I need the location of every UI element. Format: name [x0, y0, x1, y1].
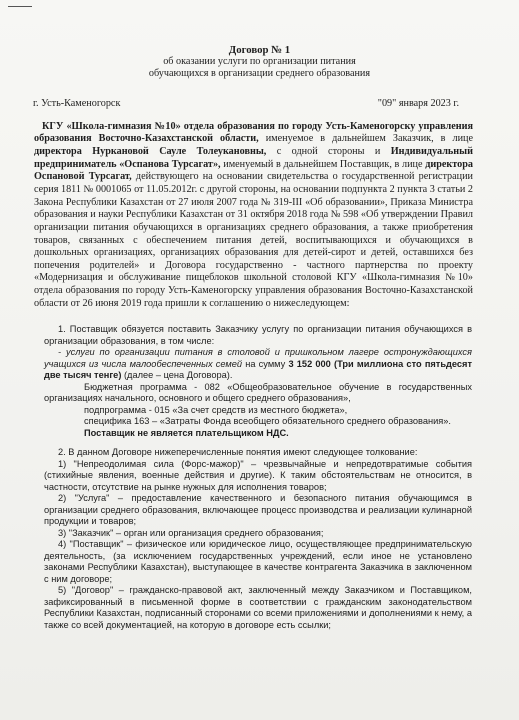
vat-status-text: Поставщик не является плательщиком НДС.: [84, 427, 289, 438]
service-description: - услуги по организации питания в столовой и пришкольном лагере остронуждающихся учащихся из числа малообеспеченных семей: [44, 347, 472, 369]
preamble-text: действующего на основании свидетельства о государственной регистрации серия 1811 № 0001065 от 11.05.2012г. с другой стороны, на основании подпункта 2 пункта 3 статьи 2 Закона Республики Казахстан от 27 июля 2007 года № 319-III «Об образовании», Приказа Министра образования и науки Республики Казахстан от 31 октября 2018 года № 598 «Об утверждении Правил организации питания обучающихся в организациях среднего образования, а также приобретения товаров, связанных с обеспечением питания детей, воспитывающихся и обучающихся в дошкольных организациях, организациях образования для детей-сирот и детей, оставшихся без попечения родителей» и Договора государственно - частного партнерства по проекту «Модернизация и обслуживание пищеблоков школьной столовой КГУ «Школа-гимназия №10» отдела образования по городу Усть-Каменогорску управления образования Восточно-Казахстанской области от 26 июня 2019 года пришли к соглашению о нижеследующем:: [34, 171, 473, 309]
definition-item: 3) "Заказчик" – орган или организация среднего образования;: [58, 527, 324, 538]
scan-edge-mark: [8, 6, 32, 7]
budget-specifics: специфика 163 – «Затраты Фонда всеобщего обязательного среднего образования».: [84, 416, 451, 427]
preamble-text: именуемый в дальнейшем Поставщик, в лице: [220, 158, 426, 170]
section-2: [44, 447, 472, 631]
preamble-paragraph: [34, 121, 473, 311]
document-subtitle-line2: обучающихся в организации среднего образования: [148, 68, 371, 80]
section-1-service-item: [44, 347, 472, 382]
contract-place: г. Усть-Каменогорск: [33, 97, 121, 109]
preamble-text: именуемое в дальнейшем Заказчик, в лице: [258, 133, 473, 145]
service-sum-tail: (далее – цена Договора).: [121, 370, 233, 381]
section-1: [44, 324, 472, 439]
document-subtitle-line1: об оказании услуги по организации питания: [163, 56, 356, 68]
contract-date: "09" января 2023 г.: [377, 97, 459, 109]
customer-name: КГУ «Школа-гимназия №10» отдела образования по городу Усть-Каменогорску управления образования Восточно-Казахстанской области,: [34, 120, 473, 145]
preamble-text: с одной стороны и: [266, 145, 391, 157]
budget-subprogram: подпрограмма - 015 «За счет средств из местного бюджета»,: [84, 404, 348, 415]
supplier-name: Индивидуальный предприниматель «Оспанова Турсагат»,: [34, 145, 473, 170]
customer-director: директора Нуркановой Сауле Толеукановны,: [34, 145, 267, 157]
contract-sum: 3 152 000 (Три миллиона сто пятьдесят две тысяч тенге): [44, 358, 472, 381]
definition-item: 2) "Услуга" – предоставление качественного и безопасного питания обучающимся в организации среднего образования, включающее процесс производства и реализации кулинарной продукции и товаров;: [44, 493, 472, 527]
document-header: [0, 0, 519, 81]
budget-program: Бюджетная программа - 082 «Общеобразовательное обучение в государственных организациях начального, основного и общего среднего образования»,: [44, 381, 472, 404]
vat-status: [44, 428, 472, 440]
section-1-lead: 1. Поставщик обязуется поставить Заказчику услугу по организации питания обучающихся в организации образования, в том числе:: [44, 324, 472, 346]
definition-item: 5) "Договор" – гражданско-правовой акт, заключенный между Заказчиком и Поставщиком, зафиксированный в письменной форме в соответствии с гражданским законодательством Республики Казахстан, подписанный сторонами со всеми приложениями и дополнениями к нему, а также со всей документацией, на которую в договоре есть ссылки;: [44, 585, 472, 630]
supplier-director: директора Оспановой Турсагат,: [34, 158, 474, 183]
service-sum-prefix: на сумму: [242, 358, 289, 369]
definition-item: 4) "Поставщик" – физическое или юридическое лицо, осуществляющее предпринимательскую деятельность, (за исключением государственных учреждений, если иное не установлено законами Республики Казахстан), выступающее в качестве контрагента Заказчика в заключенном с ним договоре;: [44, 539, 472, 584]
document-title: Договор № 1: [228, 44, 291, 56]
definition-item: 1) "Непреодолимая сила (Форс-мажор)" – чрезвычайные и непредотвратимые события (стихийные явления, военные действия и другие). К таким обстоятельствам не относится, в частности, отсутствие на рынке нужных для исполнения товаров;: [44, 458, 472, 492]
place-date-row: [0, 98, 519, 110]
section-2-lead: 2. В данном Договоре нижеперечисленные понятия имеют следующее толкование:: [58, 447, 418, 458]
